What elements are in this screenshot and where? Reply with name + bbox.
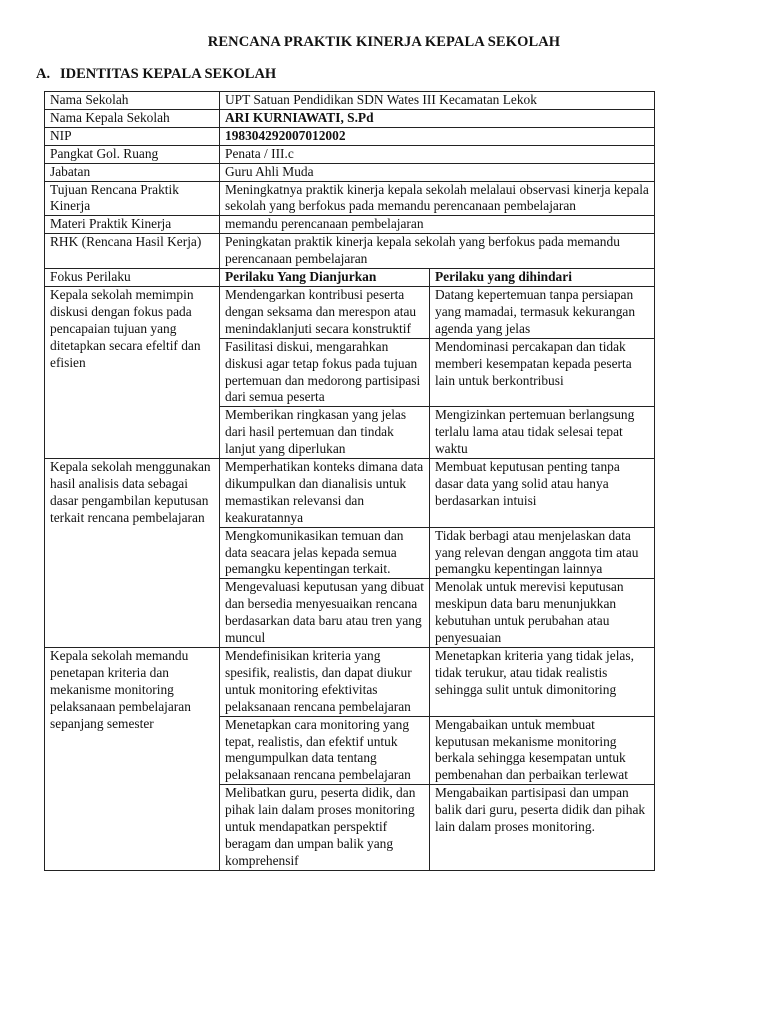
identity-row xyxy=(45,92,655,110)
section-number: A. xyxy=(36,66,51,82)
recommended-behavior: Mendengarkan kontribusi peserta dengan seksama dan merespon atau menindaklanjuti secara konstruktif xyxy=(220,286,430,338)
identity-value: Meningkatnya praktik kinerja kepala sekolah melalaui observasi kinerja kepala sekolah yang berfokus pada memandu perencanaan pembelajaran xyxy=(220,181,655,216)
recommended-behavior: Mengkomunikasikan temuan dan data seacara jelas kepada semua pemangku kepentingan terkait. xyxy=(220,527,430,579)
avoided-behavior: Membuat keputusan penting tanpa dasar data yang solid atau hanya berdasarkan intuisi xyxy=(430,459,655,528)
identity-row xyxy=(45,216,655,234)
avoided-behavior: Mengizinkan pertemuan berlangsung terlalu lama atau tidak selesai tepat waktu xyxy=(430,407,655,459)
identity-table-body xyxy=(45,92,655,871)
recommended-behavior: Fasilitasi diskui, mengarahkan diskusi agar tetap fokus pada tujuan pertemuan dan medorong partisipasi dari semua peserta xyxy=(220,338,430,407)
recommended-behavior: Memperhatikan konteks dimana data dikumpulkan dan dianalisis untuk memastikan relevansi dan keakuratannya xyxy=(220,459,430,528)
avoided-behavior: Menetapkan kriteria yang tidak jelas, tidak terukur, atau tidak realistis sehingga sulit untuk dimonitoring xyxy=(430,648,655,717)
identity-label: Nama Kepala Sekolah xyxy=(45,109,220,127)
identity-label: Jabatan xyxy=(45,163,220,181)
avoided-behavior: Mengabaikan untuk membuat keputusan mekanisme monitoring berkala sehingga kesempatan untuk pembenahan dan perbaikan terlewat xyxy=(430,716,655,785)
recommended-behavior: Mengevaluasi keputusan yang dibuat dan bersedia menyesuaikan rencana berdasarkan data baru atau tren yang muncul xyxy=(220,579,430,648)
identity-row xyxy=(45,181,655,216)
recommended-behavior: Mendefinisikan kriteria yang spesifik, realistis, dan dapat diukur untuk monitoring efektivitas pelaksanaan rencana pembelajaran xyxy=(220,648,430,717)
identity-value: Peningkatan praktik kinerja kepala sekolah yang berfokus pada memandu perencanaan pembelajaran xyxy=(220,234,655,269)
identity-value: Guru Ahli Muda xyxy=(220,163,655,181)
identity-row xyxy=(45,145,655,163)
avoided-behavior: Mengabaikan partisipasi dan umpan balik dari guru, peserta didik dan pihak lain dalam proses monitoring. xyxy=(430,785,655,871)
focus-header-label: Fokus Perilaku xyxy=(45,269,220,287)
behavior-row xyxy=(45,286,655,338)
identity-label: Materi Praktik Kinerja xyxy=(45,216,220,234)
behavior-row xyxy=(45,459,655,528)
avoided-behavior: Menolak untuk merevisi keputusan meskipun data baru menunjukkan kebutuhan untuk perubahan atau penyesuaian xyxy=(430,579,655,648)
identity-value: ARI KURNIAWATI, S.Pd xyxy=(220,109,655,127)
identity-value: memandu perencanaan pembelajaran xyxy=(220,216,655,234)
behavior-row xyxy=(45,648,655,717)
identity-table xyxy=(44,91,655,871)
identity-row xyxy=(45,234,655,269)
focus-behavior: Kepala sekolah memimpin diskusi dengan fokus pada pencapaian tujuan yang ditetapkan secara efeltif dan efisien xyxy=(45,286,220,458)
section-title: IDENTITAS KEPALA SEKOLAH xyxy=(60,66,277,82)
identity-row xyxy=(45,127,655,145)
identity-label: Pangkat Gol. Ruang xyxy=(45,145,220,163)
avoided-behavior: Tidak berbagi atau menjelaskan data yang relevan dengan anggota tim atau pemangku kepentingan lainnya xyxy=(430,527,655,579)
recommended-behavior: Melibatkan guru, peserta didik, dan pihak lain dalam proses monitoring untuk mendapatkan perspektif beragam dan umpan balik yang komprehensif xyxy=(220,785,430,871)
avoided-behavior: Datang kepertemuan tanpa persiapan yang mamadai, termasuk kekurangan agenda yang jelas xyxy=(430,286,655,338)
identity-label: Tujuan Rencana Praktik Kinerja xyxy=(45,181,220,216)
identity-value: UPT Satuan Pendidikan SDN Wates III Kecamatan Lekok xyxy=(220,92,655,110)
focus-behavior: Kepala sekolah memandu penetapan kriteria dan mekanisme monitoring pelaksanaan pembelajaran sepanjang semester xyxy=(45,648,220,871)
recommended-behavior: Menetapkan cara monitoring yang tepat, realistis, dan efektif untuk mengumpulkan data tentang pelaksanaan rencana pembelajaran xyxy=(220,716,430,785)
identity-row xyxy=(45,163,655,181)
document-title: RENCANA PRAKTIK KINERJA KEPALA SEKOLAH xyxy=(207,34,561,50)
avoided-header: Perilaku yang dihindari xyxy=(430,269,655,287)
section-heading xyxy=(36,66,276,83)
identity-value: Penata / III.c xyxy=(220,145,655,163)
identity-label: Nama Sekolah xyxy=(45,92,220,110)
identity-value: 198304292007012002 xyxy=(220,127,655,145)
focus-behavior: Kepala sekolah menggunakan hasil analisis data sebagai dasar pengambilan keputusan terkait rencana pembelajaran xyxy=(45,459,220,648)
identity-row xyxy=(45,109,655,127)
recommended-header: Perilaku Yang Dianjurkan xyxy=(220,269,430,287)
avoided-behavior: Mendominasi percakapan dan tidak memberi kesempatan kepada peserta lain untuk berkontribusi xyxy=(430,338,655,407)
focus-header-row xyxy=(45,269,655,287)
identity-label: RHK (Rencana Hasil Kerja) xyxy=(45,234,220,269)
identity-label: NIP xyxy=(45,127,220,145)
recommended-behavior: Memberikan ringkasan yang jelas dari hasil pertemuan dan tindak lanjut yang diperlukan xyxy=(220,407,430,459)
